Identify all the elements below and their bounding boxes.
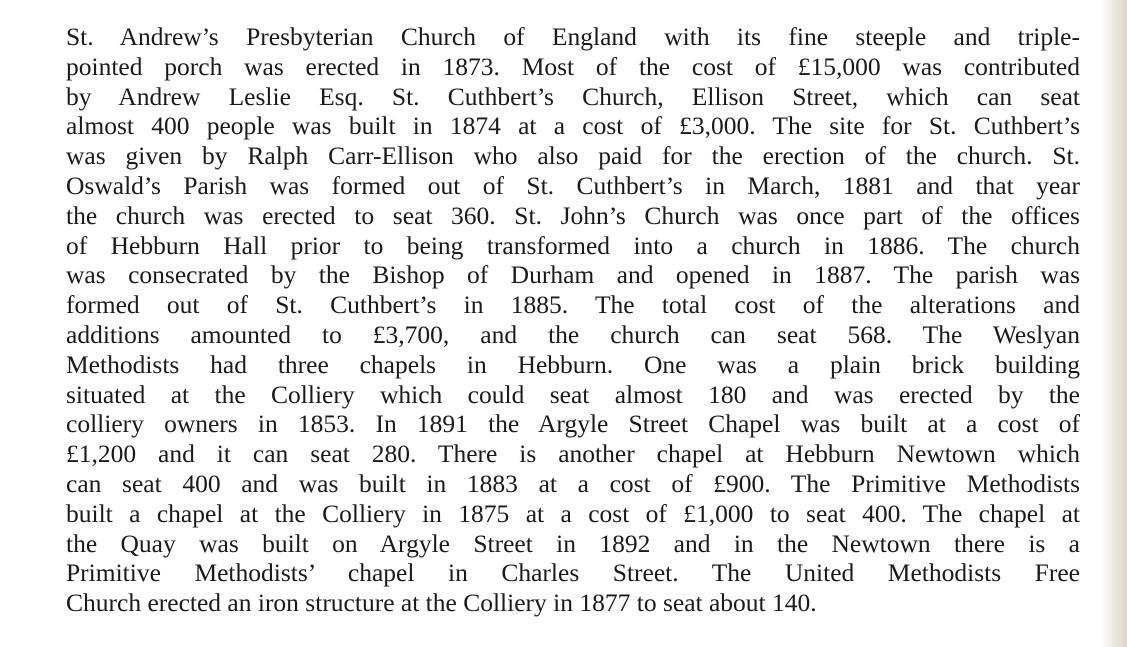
page-edge-shadow xyxy=(1101,0,1127,647)
text-line: was consecrated by the Bishop of Durham and opened in 1887. The parish was xyxy=(66,260,1080,290)
body-paragraph xyxy=(66,22,1080,618)
text-line: can seat 400 and was built in 1883 at a cost of £900. The Primitive Methodists xyxy=(66,468,1080,498)
text-line: St. Andrew’s Presbyterian Church of England with its fine steeple and triple- xyxy=(66,22,1080,51)
text-line: built a chapel at the Colliery in 1875 at a cost of £1,000 to seat 400. The chapel at xyxy=(66,498,1080,528)
text-line: colliery owners in 1853. In 1891 the Argyle Street Chapel was built at a cost of xyxy=(66,409,1080,439)
text-line: additions amounted to £3,700, and the church can seat 568. The Weslyan xyxy=(66,319,1080,349)
text-line: pointed porch was erected in 1873. Most of the cost of £15,000 was contributed xyxy=(66,51,1080,81)
text-line: was given by Ralph Carr-Ellison who also paid for the erection of the church. St. xyxy=(66,141,1080,171)
text-line: of Hebburn Hall prior to being transformed into a church in 1886. The church xyxy=(66,230,1080,260)
text-line: situated at the Colliery which could seat almost 180 and was erected by the xyxy=(66,379,1080,409)
text-line: the church was erected to seat 360. St. John’s Church was once part of the offices xyxy=(66,200,1080,230)
text-line: almost 400 people was built in 1874 at a cost of £3,000. The site for St. Cuthbert’s xyxy=(66,111,1080,141)
text-line: by Andrew Leslie Esq. St. Cuthbert’s Church, Ellison Street, which can seat xyxy=(66,81,1080,111)
text-line: formed out of St. Cuthbert’s in 1885. The total cost of the alterations and xyxy=(66,290,1080,320)
text-line: Methodists had three chapels in Hebburn. One was a plain brick building xyxy=(66,349,1080,379)
text-line: the Quay was built on Argyle Street in 1892 and in the Newtown there is a xyxy=(66,528,1080,558)
text-line-last: Church erected an iron structure at the Colliery in 1877 to seat about 140. xyxy=(66,588,817,618)
text-line: Primitive Methodists’ chapel in Charles Street. The United Methodists Free xyxy=(66,558,1080,588)
text-line: £1,200 and it can seat 280. There is another chapel at Hebburn Newtown which xyxy=(66,439,1080,469)
text-line: Oswald’s Parish was formed out of St. Cuthbert’s in March, 1881 and that year xyxy=(66,170,1080,200)
